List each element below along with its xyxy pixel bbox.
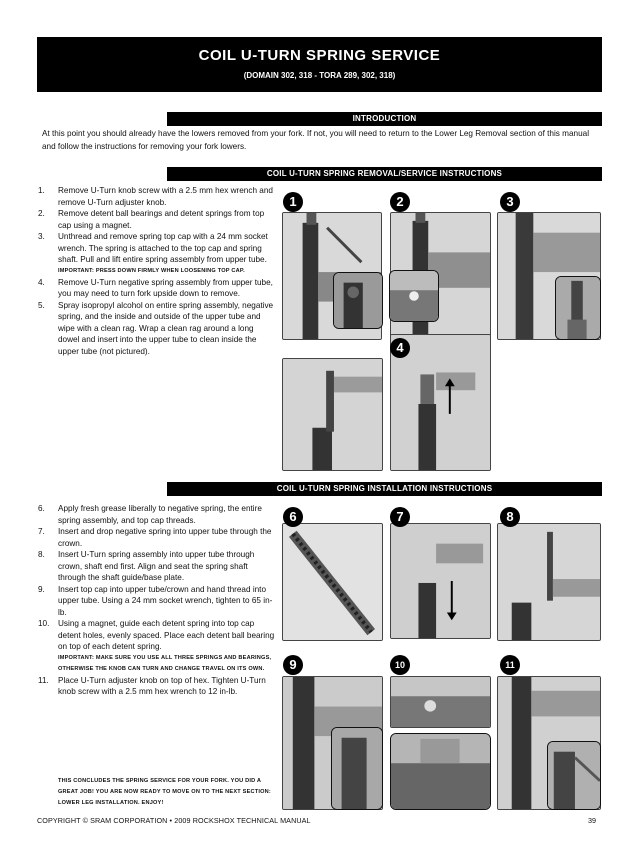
step-8-photo — [497, 523, 601, 641]
step-number: 2. — [38, 209, 45, 218]
list-item — [38, 584, 276, 619]
step-number: 10. — [38, 619, 50, 628]
title-banner — [37, 37, 602, 92]
installation-heading: COIL U-TURN SPRING INSTALLATION INSTRUCTIONS — [167, 482, 602, 496]
step-text: Using a magnet, guide each detent spring into top cap detent holes, evenly spaced. Place each detent ball bearing on top of each detent spring. — [58, 619, 275, 651]
conclusion-text: THIS CONCLUDES THE SPRING SERVICE FOR YOUR FORK. YOU DID A GREAT JOB! YOU ARE NOW READY TO MOVE ON TO THE NEXT SECTION: LOWER LEG INSTALLATION. ENJOY! — [58, 778, 271, 806]
list-item — [38, 549, 276, 584]
step-text: Insert U-Turn spring assembly into upper tube through crown, shaft end first. Align and seat the spring shaft through the shaft guide/base plate. — [58, 550, 255, 582]
list-item — [38, 185, 276, 208]
step-10-inset-photo — [390, 733, 491, 810]
page-number: 39 — [588, 816, 596, 825]
list-item — [38, 208, 276, 231]
step-6-photo — [282, 523, 383, 641]
step-number: 9. — [38, 584, 45, 594]
step-number: 4. — [38, 277, 45, 287]
step-text: Spray isopropyl alcohol on entire spring assembly, negative spring, and the inside and outside of the upper tube and wipe with a clean rag. Wrap a clean rag around a long dowel and insert into the upper tube to clean inside the upper tube (not pictured). — [58, 300, 274, 356]
step-badge-8: 8 — [500, 507, 520, 527]
step-7-photo — [390, 523, 491, 639]
removal-heading: COIL U-TURN SPRING REMOVAL/SERVICE INSTRUCTIONS — [167, 167, 602, 181]
step-badge-2: 2 — [390, 192, 410, 212]
installation-important-note: IMPORTANT: MAKE SURE YOU USE ALL THREE SPRINGS AND BEARINGS, OTHERWISE THE KNOB CAN TURN AND CHANGE TRAVEL ON ITS OWN. — [58, 654, 272, 672]
installation-steps — [38, 503, 276, 698]
step-number: 7. — [38, 527, 45, 536]
step-badge-11: 11 — [500, 655, 520, 675]
step-number: 1. — [38, 186, 45, 195]
step-10-photo — [390, 676, 491, 728]
step-number: 5. — [38, 300, 45, 310]
step-text: Remove detent ball bearings and detent springs from top cap using a magnet. — [58, 209, 265, 230]
step-11-inset-photo — [547, 741, 601, 810]
list-item — [38, 526, 276, 549]
list-item — [38, 503, 276, 526]
step-text: Insert and drop negative spring into upper tube through the crown. — [58, 527, 272, 548]
step-2-inset-photo — [389, 270, 439, 322]
list-item — [38, 231, 276, 266]
list-item — [38, 277, 276, 300]
step-number: 11. — [38, 675, 49, 685]
step-1-inset-photo — [333, 272, 383, 329]
intro-text: At this point you should already have the lowers removed from your fork. If not, you will need to return to the Lower Leg Removal section of this manual and follow the instructions for removing your fork lowers. — [42, 129, 590, 151]
step-number: 3. — [38, 232, 45, 241]
step-badge-10: 10 — [390, 655, 410, 675]
footer-copyright: COPYRIGHT © SRAM CORPORATION • 2009 ROCKSHOX TECHNICAL MANUAL — [37, 816, 311, 825]
step-badge-1: 1 — [283, 192, 303, 212]
step-3-inset-photo — [555, 276, 601, 340]
removal-steps — [38, 185, 276, 357]
step-4-photo-a — [282, 358, 383, 471]
step-text: Apply fresh grease liberally to negative spring, the entire spring assembly, and top cap threads. — [58, 504, 262, 525]
step-badge-3: 3 — [500, 192, 520, 212]
intro-heading: INTRODUCTION — [167, 112, 602, 126]
step-badge-7: 7 — [390, 507, 410, 527]
step-number: 8. — [38, 550, 45, 559]
step-9-inset-photo — [331, 727, 383, 810]
step-badge-4: 4 — [390, 338, 410, 358]
page-title: COIL U-TURN SPRING SERVICE — [198, 47, 441, 64]
list-item — [38, 618, 276, 653]
removal-important-note: IMPORTANT: PRESS DOWN FIRMLY WHEN LOOSENING TOP CAP. — [58, 267, 245, 274]
list-item — [38, 675, 276, 698]
step-number: 6. — [38, 504, 45, 513]
step-badge-6: 6 — [283, 507, 303, 527]
step-badge-9: 9 — [283, 655, 303, 675]
step-text: Remove U-Turn knob screw with a 2.5 mm hex wrench and remove U-Turn adjuster knob. — [58, 186, 273, 207]
page-subtitle: (DOMAIN 302, 318 - TORA 289, 302, 318) — [243, 71, 396, 80]
list-item — [38, 300, 276, 358]
step-text: Remove U-Turn negative spring assembly from upper tube, you may need to turn fork upside down to remove. — [58, 277, 273, 298]
step-text: Insert top cap into upper tube/crown and hand thread into upper tube. Using a 24 mm socket wrench, tighten to 65 in-lb. — [58, 584, 273, 617]
step-text: Unthread and remove spring top cap with a 24 mm socket wrench. The spring is attached to the top cap and spring shaft. Pull and lift entire spring assembly from upper tube. — [58, 232, 268, 264]
step-text: Place U-Turn adjuster knob on top of hex. Tighten U-Turn knob screw with a 2.5 mm hex wrench to 12 in-lb. — [58, 675, 266, 696]
